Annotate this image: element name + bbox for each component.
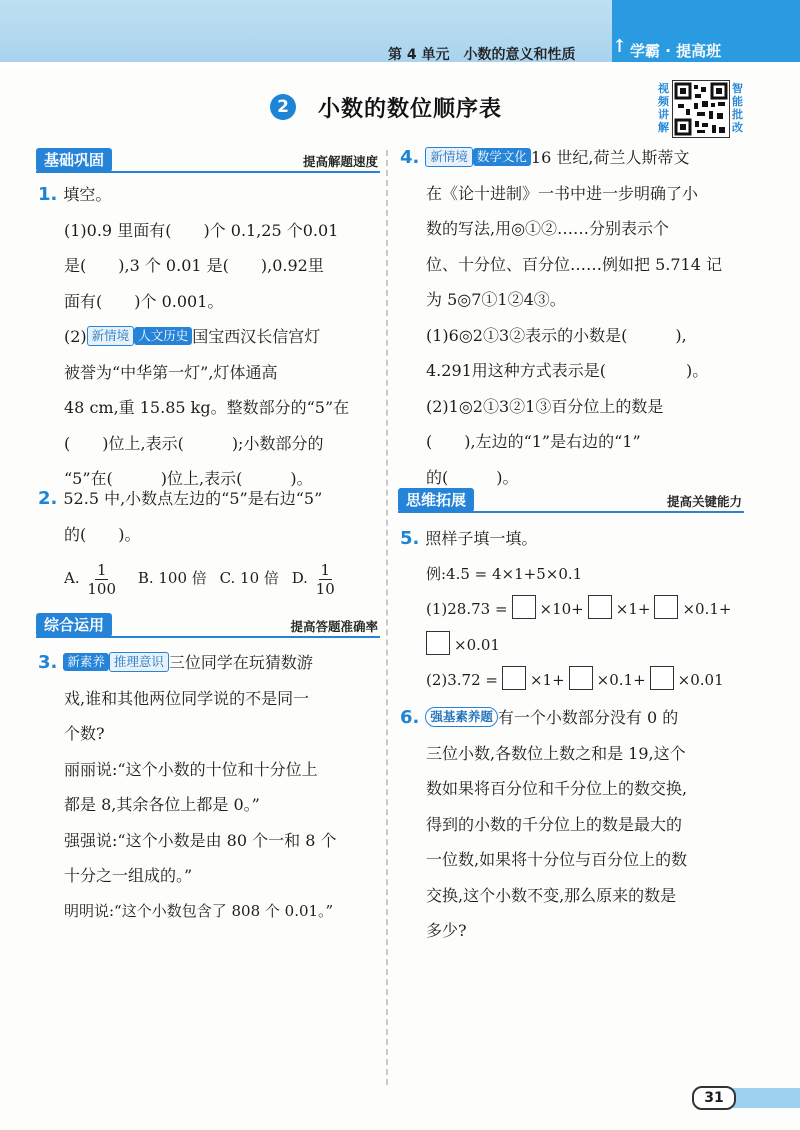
question-text: 16 世纪,荷兰人斯蒂文 — [530, 148, 690, 167]
question-line: 48 cm,重 15.85 kg。整数部分的“5”在 — [64, 398, 350, 417]
answer-box[interactable] — [426, 631, 450, 655]
question-2 — [38, 481, 383, 598]
question-line — [38, 177, 383, 213]
question-number: 5. — [400, 528, 420, 549]
qr-char: 频 — [658, 95, 669, 108]
question-line: 得到的小数的千分位上的数是最大的 — [426, 814, 683, 834]
expression-term: ×0.1+ — [682, 600, 732, 618]
fraction-numerator: 1 — [96, 560, 107, 579]
qr-char: 能 — [732, 95, 743, 108]
qr-char: 批 — [732, 108, 743, 121]
qr-side-label-left — [657, 82, 670, 134]
answer-box[interactable] — [502, 666, 526, 690]
question-line — [400, 521, 760, 557]
expression-term: ×0.01 — [454, 635, 500, 654]
question-number: 3. — [38, 652, 58, 673]
question-5 — [400, 521, 760, 699]
section-hint: 提高关键能力 — [666, 494, 742, 509]
page-number: 31 — [692, 1086, 736, 1110]
question-line: 交换,这个小数不变,那么原来的数是 — [426, 885, 677, 905]
question-line — [400, 700, 760, 736]
question-line: 4.291用这种方式表示是( )。 — [426, 361, 709, 380]
qr-char: 解 — [658, 121, 669, 134]
question-line: (1)0.9 里面有( )个 0.1,25 个0.01 — [64, 220, 339, 240]
qr-char: 改 — [732, 121, 743, 134]
section-tag: 综合运用 — [36, 613, 112, 637]
sub-number: (2) — [64, 327, 87, 346]
fraction-denominator: 10 — [315, 579, 335, 598]
chapter-title: 第 4 单元 小数的意义和性质 — [388, 47, 576, 63]
question-number: 1. — [38, 184, 58, 205]
badge-new-context: 新情境 — [87, 326, 135, 346]
question-line: 丽丽说:“这个小数的十位和十分位上 — [64, 759, 318, 779]
option-b[interactable]: B. 100 倍 — [137, 569, 207, 587]
answer-options — [38, 558, 383, 598]
question-1 — [38, 177, 383, 497]
expression-term: ×1+ — [529, 671, 565, 689]
section-tag: 思维拓展 — [398, 488, 474, 512]
badge-reasoning: 推理意识 — [109, 652, 169, 672]
qr-char: 讲 — [658, 108, 669, 121]
option-c[interactable]: C. 10 倍 — [219, 569, 279, 587]
badge-new-literacy: 新素养 — [63, 653, 109, 671]
question-line: 面有( )个 0.001。 — [64, 291, 224, 311]
example-line: 例:4.5 = 4×1+5×0.1 — [426, 564, 583, 583]
answer-box[interactable] — [588, 595, 612, 619]
qr-char: 智 — [732, 82, 743, 95]
answer-box[interactable] — [569, 666, 593, 690]
brand-name: 学霸 · 提高班 — [630, 42, 722, 60]
expression-term: ×0.1+ — [596, 671, 646, 689]
question-line — [38, 481, 383, 517]
qr-side-label-right — [731, 82, 744, 134]
column-divider — [386, 150, 388, 1085]
question-line: 的( )。 — [64, 524, 141, 544]
question-line: (2)1◎2①3②1③百分位上的数是 — [426, 396, 664, 416]
question-line: 在《论十进制》一书中进一步明确了小 — [426, 183, 699, 203]
expression-prefix: (1)28.73 = — [426, 600, 508, 618]
section-header-thinking — [398, 488, 744, 514]
question-line: 数如果将百分位和千分位上的数交换, — [426, 779, 688, 798]
question-line: 三位小数,各数位上数之和是 19,这个 — [426, 743, 686, 763]
question-number: 4. — [400, 147, 420, 168]
qr-code-icon[interactable] — [672, 80, 730, 138]
option-d[interactable]: D. — [291, 569, 308, 587]
question-3 — [38, 645, 383, 929]
fraction-one-tenth — [316, 561, 335, 598]
question-line: 多少? — [426, 921, 467, 940]
section-hint: 提高解题速度 — [302, 154, 378, 169]
question-line: ( ),左边的“1”是右边的“1” — [426, 432, 641, 451]
question-line: 十分之一组成的。” — [64, 866, 193, 885]
arrow-up-icon: ↑ — [612, 36, 628, 57]
fraction-numerator: 1 — [320, 560, 331, 579]
qr-char: 视 — [658, 82, 669, 95]
fill-line-1-cont — [400, 628, 760, 664]
question-line: 戏,谁和其他两位同学说的不是同一 — [64, 688, 310, 708]
question-lead: 照样子填一填。 — [425, 529, 538, 548]
question-lead: 填空。 — [63, 185, 112, 204]
badge-foundation: 强基素养题 — [425, 707, 498, 727]
answer-box[interactable] — [654, 595, 678, 619]
expression-term: ×1+ — [615, 600, 651, 618]
question-line: 数的写法,用◎①②……分别表示个 — [426, 219, 670, 238]
question-line: 的( )。 — [426, 467, 519, 487]
question-line: 明明说:“这个小数包含了 808 个 0.01。” — [64, 901, 334, 920]
option-a[interactable]: A. — [64, 569, 80, 587]
question-line: 位、十分位、百分位……例如把 5.714 记 — [426, 254, 722, 274]
badge-new-context: 新情境 — [425, 147, 473, 167]
question-text: 三位同学在玩猜数游 — [168, 653, 313, 672]
question-number: 2. — [38, 488, 58, 509]
question-line — [38, 319, 383, 355]
question-6 — [400, 700, 760, 949]
badge-math-culture: 数学文化 — [473, 148, 531, 166]
lesson-number-badge: 2 — [270, 94, 296, 120]
question-line: 被誉为“中华第一灯”,灯体通高 — [64, 362, 278, 382]
question-line: 强强说:“这个小数是由 80 个一和 8 个 — [64, 830, 337, 850]
section-header-basic — [36, 148, 380, 174]
section-tag: 基础巩固 — [36, 148, 112, 172]
section-header-applied — [36, 613, 380, 639]
question-line: 个数? — [64, 724, 105, 743]
question-line: “5”在( )位上,表示( )。 — [64, 469, 313, 488]
question-line: (1)6◎2①3②表示的小数是( ), — [426, 325, 687, 345]
expression-term: ×10+ — [539, 600, 584, 618]
fraction-one-hundredth — [87, 561, 116, 598]
page-header — [0, 0, 800, 68]
question-number: 6. — [400, 707, 420, 728]
fill-line-2 — [400, 663, 760, 699]
answer-box[interactable] — [650, 666, 674, 690]
question-line: 都是 8,其余各位上都是 0。” — [64, 795, 260, 814]
question-text: 国宝西汉长信宫灯 — [192, 327, 321, 346]
question-text: 52.5 中,小数点左边的“5”是右边“5” — [63, 489, 323, 508]
answer-box[interactable] — [512, 595, 536, 619]
question-line: 一位数,如果将十分位与百分位上的数 — [426, 850, 688, 869]
expression-prefix: (2)3.72 = — [426, 671, 498, 689]
lesson-title — [270, 92, 502, 122]
question-line — [38, 645, 383, 681]
expression-term: ×0.01 — [677, 671, 724, 689]
badge-humanities: 人文历史 — [134, 327, 192, 345]
question-line — [400, 140, 760, 176]
section-hint: 提高答题准确率 — [290, 619, 378, 634]
fill-line-1 — [400, 592, 760, 628]
lesson-title-text: 小数的数位顺序表 — [318, 96, 503, 122]
fraction-denominator: 100 — [87, 579, 117, 598]
question-line: 是( ),3 个 0.01 是( ),0.92里 — [64, 256, 324, 275]
page-number-bar — [733, 1088, 800, 1108]
question-text: 有一个小数部分没有 0 的 — [497, 708, 679, 727]
question-line: ( )位上,表示( );小数部分的 — [64, 433, 324, 453]
question-4 — [400, 140, 760, 495]
question-line: 为 5◎7①1②4③。 — [426, 290, 566, 309]
